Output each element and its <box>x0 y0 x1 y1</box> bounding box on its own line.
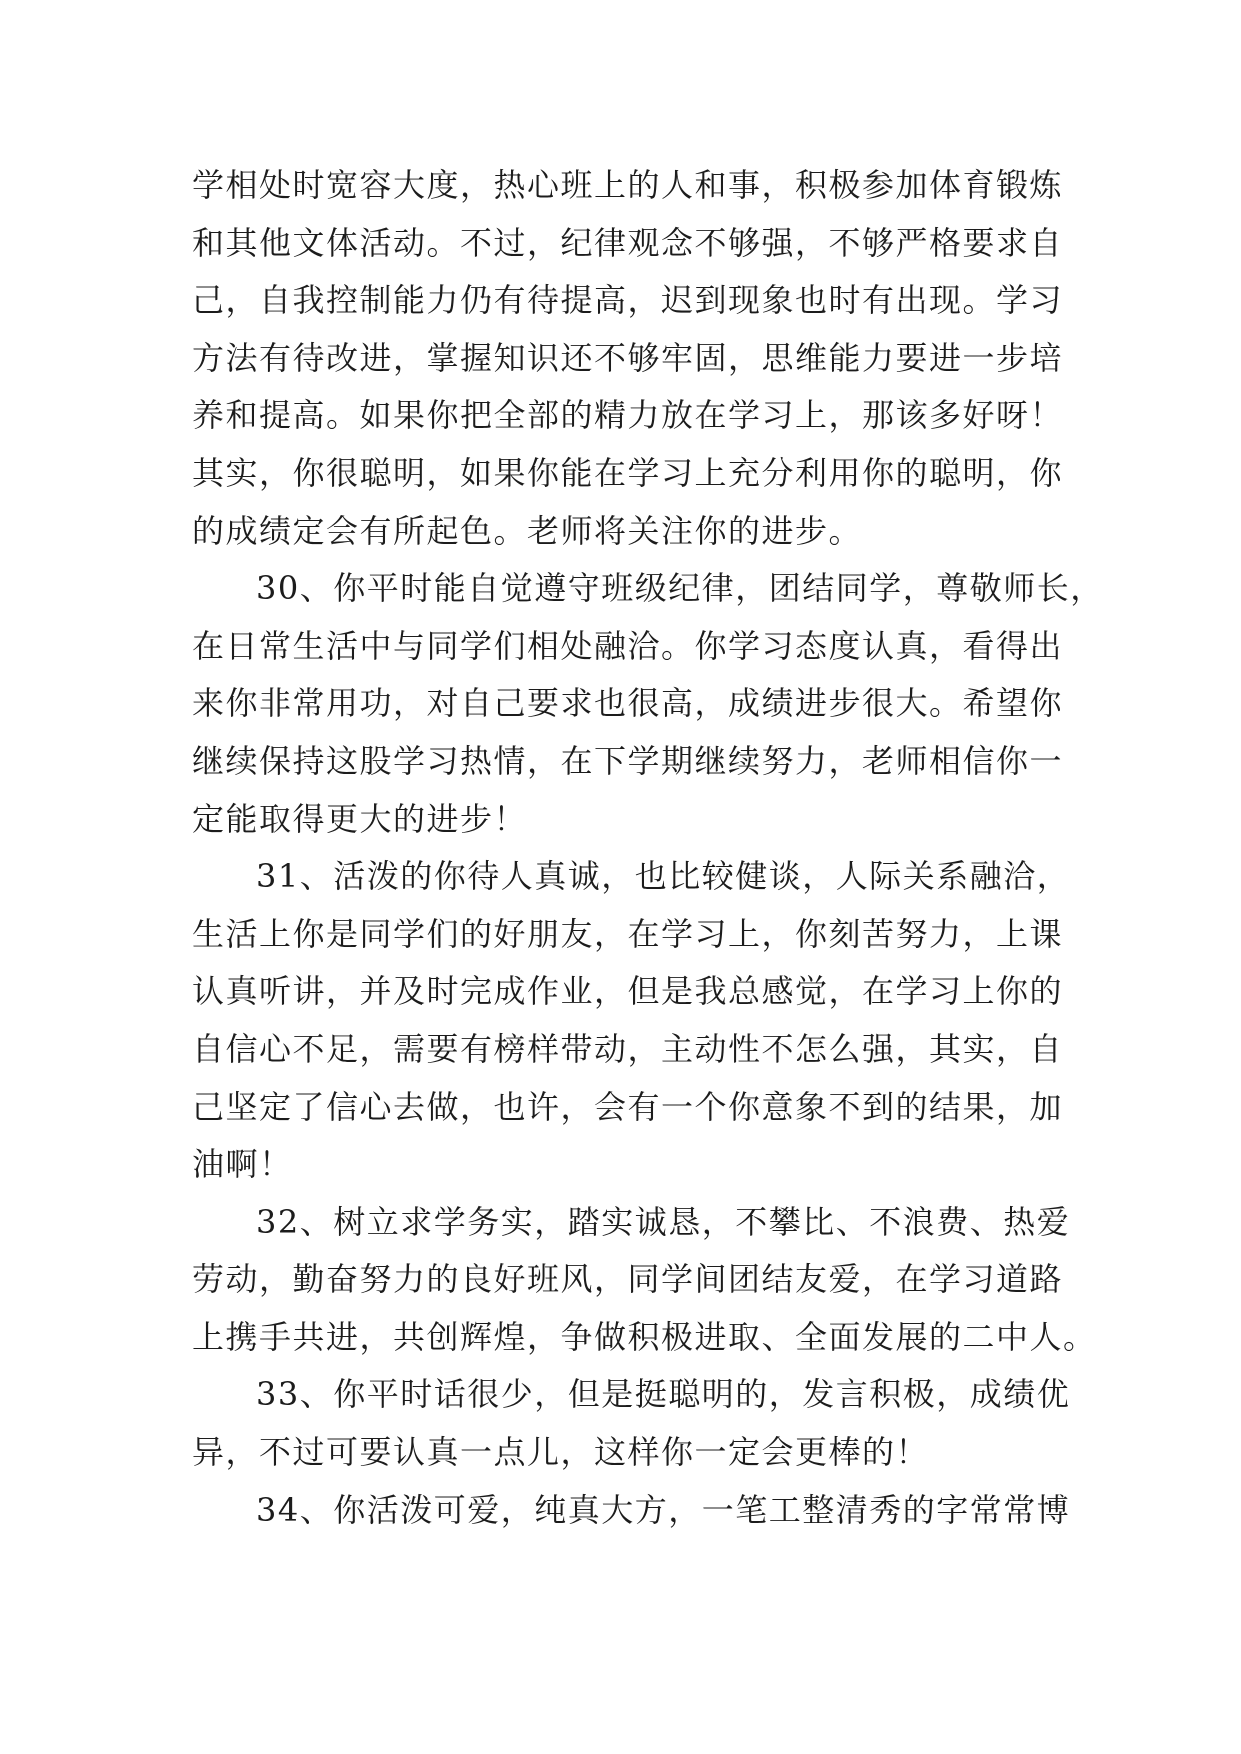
paragraph-first-line: 33、你平时话很少，但是挺聪明的，发言积极，成绩优 <box>256 1375 1071 1414</box>
text-line: 劳动，勤奋努力的良好班风，同学间团结友爱，在学习道路 <box>192 1260 1064 1299</box>
text-line: 异，不过可要认真一点儿，这样你一定会更棒的！ <box>192 1433 930 1472</box>
text-line: 继续保持这股学习热情，在下学期继续努力，老师相信你一 <box>192 741 1064 780</box>
paragraph-first-line: 31、活泼的你待人真诚，也比较健谈，人际关系融洽， <box>256 857 1071 896</box>
paragraph-first-line: 32、树立求学务实，踏实诚恳，不攀比、不浪费、热爱 <box>256 1202 1071 1241</box>
text-line: 和其他文体活动。不过，纪律观念不够强，不够严格要求自 <box>192 223 1064 262</box>
text-line: 己，自我控制能力仍有待提高，迟到现象也时有出现。学习 <box>192 281 1064 320</box>
text-line: 认真听讲，并及时完成作业，但是我总感觉，在学习上你的 <box>192 972 1064 1011</box>
text-line: 方法有待改进，掌握知识还不够牢固，思维能力要进一步培 <box>192 338 1064 377</box>
document-body <box>192 157 1104 1539</box>
text-line: 学相处时宽容大度，热心班上的人和事，积极参加体育锻炼 <box>192 166 1064 204</box>
text-line: 养和提高。如果你把全部的精力放在学习上，那该多好呀！ <box>192 396 1064 435</box>
text-line: 来你非常用功，对自己要求也很高，成绩进步很大。希望你 <box>192 684 1064 723</box>
text-line: 上携手共进，共创辉煌，争做积极进取、全面发展的二中人。 <box>192 1317 1097 1356</box>
text-line: 己坚定了信心去做，也许，会有一个你意象不到的结果，加 <box>192 1087 1064 1126</box>
text-line: 油啊！ <box>192 1145 293 1184</box>
text-line: 其实，你很聪明，如果你能在学习上充分利用你的聪明，你 <box>192 453 1064 492</box>
text-line: 的成绩定会有所起色。老师将关注你的进步。 <box>192 511 863 550</box>
text-line: 在日常生活中与同学们相处融洽。你学习态度认真，看得出 <box>192 626 1064 665</box>
text-line: 自信心不足，需要有榜样带动，主动性不怎么强，其实，自 <box>192 1029 1064 1068</box>
text-line: 定能取得更大的进步！ <box>192 799 528 838</box>
text-line: 生活上你是同学们的好朋友，在学习上，你刻苦努力，上课 <box>192 914 1064 953</box>
paragraph-first-line: 30、你平时能自觉遵守班级纪律，团结同学，尊敬师长， <box>256 569 1104 608</box>
paragraph-first-line: 34、你活泼可爱，纯真大方，一笔工整清秀的字常常博 <box>256 1490 1071 1529</box>
